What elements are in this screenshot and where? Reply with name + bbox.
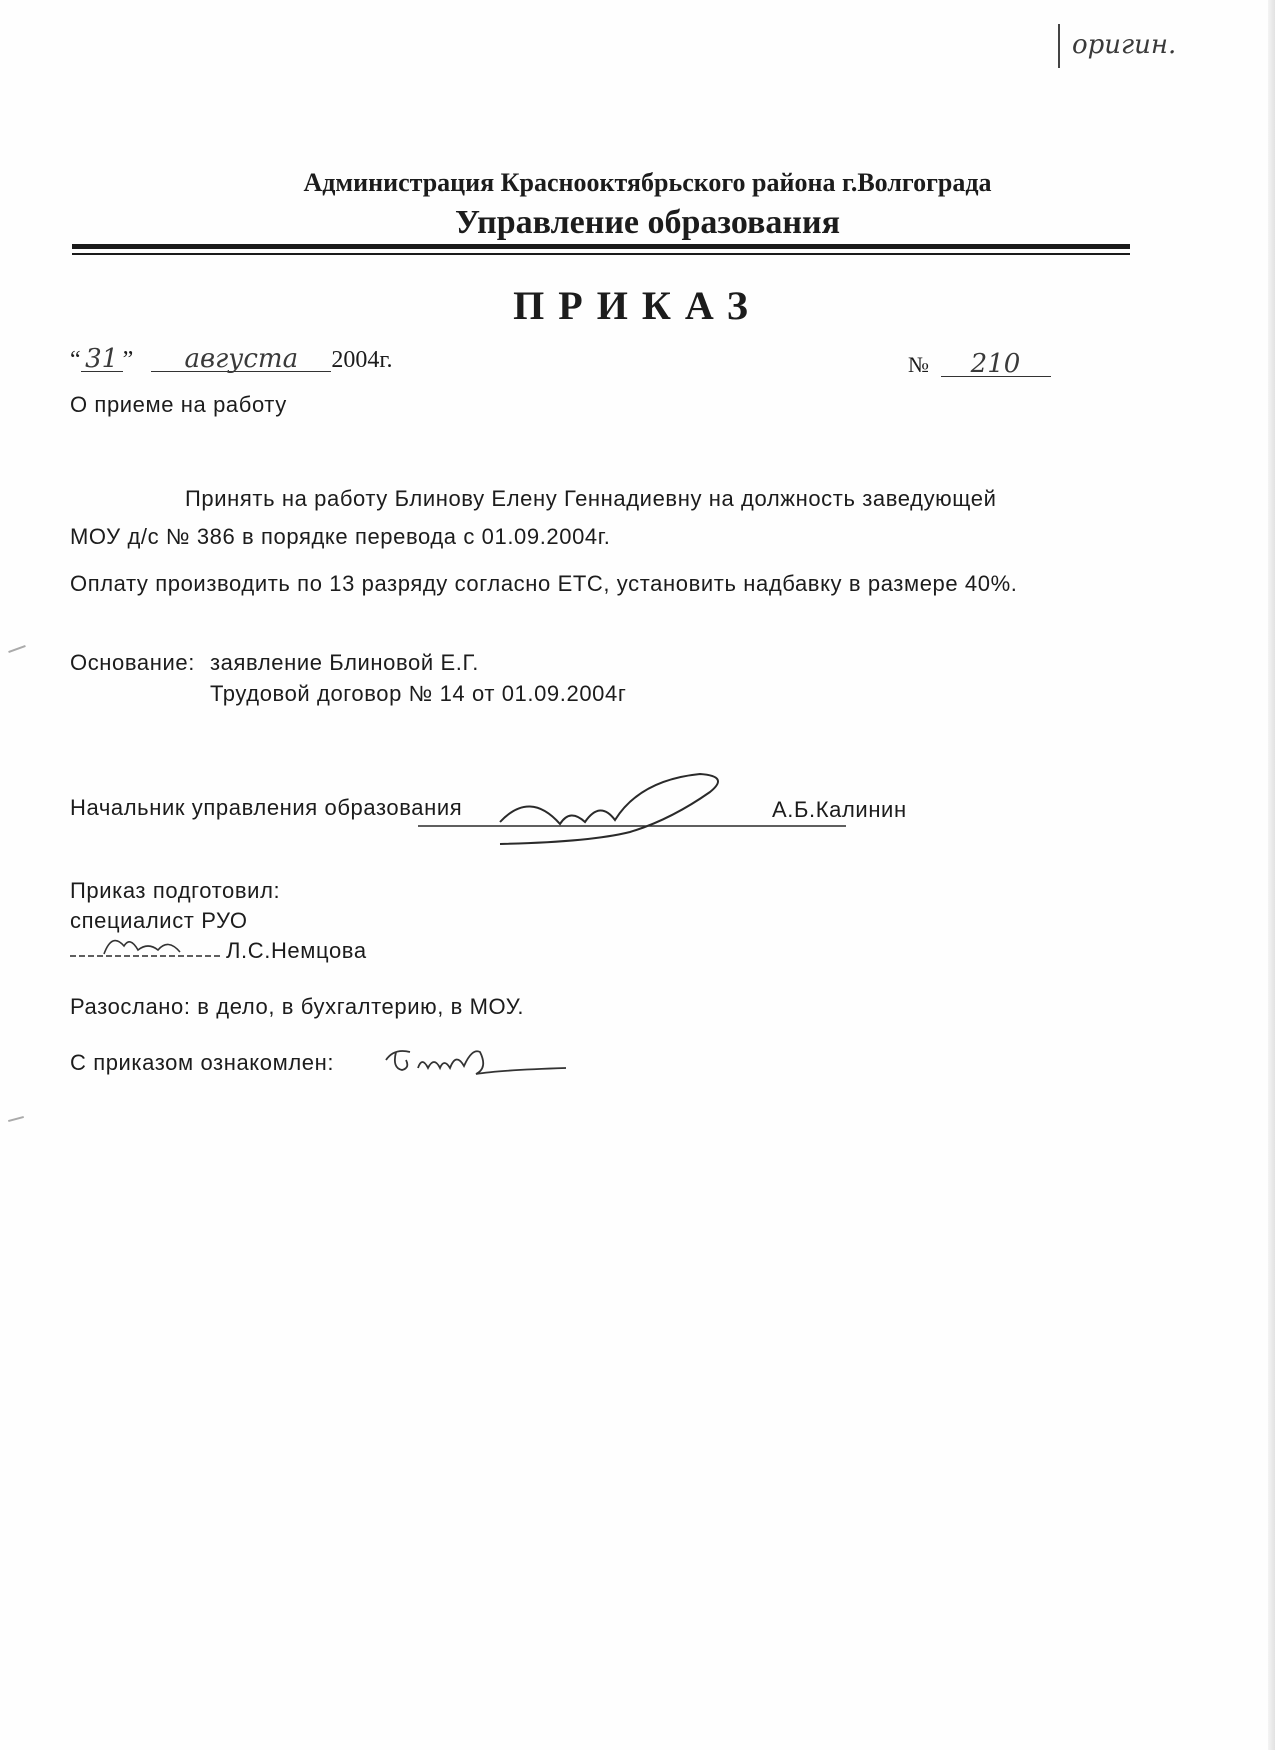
corner-note-bracket xyxy=(1058,24,1060,68)
organization-name: Администрация Краснооктябрьского района г.Волгограда xyxy=(303,168,992,197)
number-field xyxy=(941,349,1051,379)
distribution-list: Разослано: в дело, в бухгалтерию, в МОУ. xyxy=(70,994,525,1019)
scan-mark-left-1 xyxy=(8,645,26,653)
number-label: № xyxy=(908,352,929,377)
basis-item-2: Трудовой договор № 14 от 01.09.2004г xyxy=(210,681,627,706)
number-value: 210 xyxy=(970,349,1021,379)
body-line-1: Принять на работу Блинову Елену Геннадиевну на должность заведующей xyxy=(185,486,997,511)
order-subject: О приеме на работу xyxy=(70,392,287,417)
order-number xyxy=(908,349,1051,379)
corner-note: оригин. xyxy=(1072,30,1177,60)
date-open-quote: “ xyxy=(70,347,81,373)
document-title: ПРИКАЗ xyxy=(513,283,762,328)
date-month-field xyxy=(151,344,331,374)
header-rule-thin xyxy=(72,253,1130,255)
date-close-quote: ” xyxy=(122,347,134,373)
body-line-3: Оплату производить по 13 разряду согласно ЕТС, установить надбавку в размере 40%. xyxy=(70,571,1018,596)
date-month: августа xyxy=(184,344,299,374)
employee-signature xyxy=(380,1038,580,1088)
basis-label: Основание: xyxy=(70,650,195,675)
order-date xyxy=(70,344,393,374)
header-rule-thick xyxy=(72,244,1130,249)
prepared-position: специалист РУО xyxy=(70,908,248,933)
date-year: 2004г. xyxy=(331,347,393,373)
acknowledged-label: С приказом ознакомлен: xyxy=(70,1050,335,1075)
body-line-2: МОУ д/с № 386 в порядке перевода с 01.09.2004г. xyxy=(70,524,611,549)
signatory-name: А.Б.Калинин xyxy=(772,797,907,822)
prepared-label: Приказ подготовил: xyxy=(70,878,281,903)
department-name: Управление образования xyxy=(455,204,840,241)
scan-mark-left-2 xyxy=(8,1116,24,1122)
date-day: 31 xyxy=(85,344,119,374)
date-day-field xyxy=(81,344,123,374)
scan-edge-right xyxy=(1268,0,1275,1750)
prepared-name: Л.С.Немцова xyxy=(226,938,367,963)
basis-item-1: заявление Блиновой Е.Г. xyxy=(210,650,479,675)
signatory-title: Начальник управления образования xyxy=(70,795,463,820)
preparer-signature xyxy=(68,928,228,964)
